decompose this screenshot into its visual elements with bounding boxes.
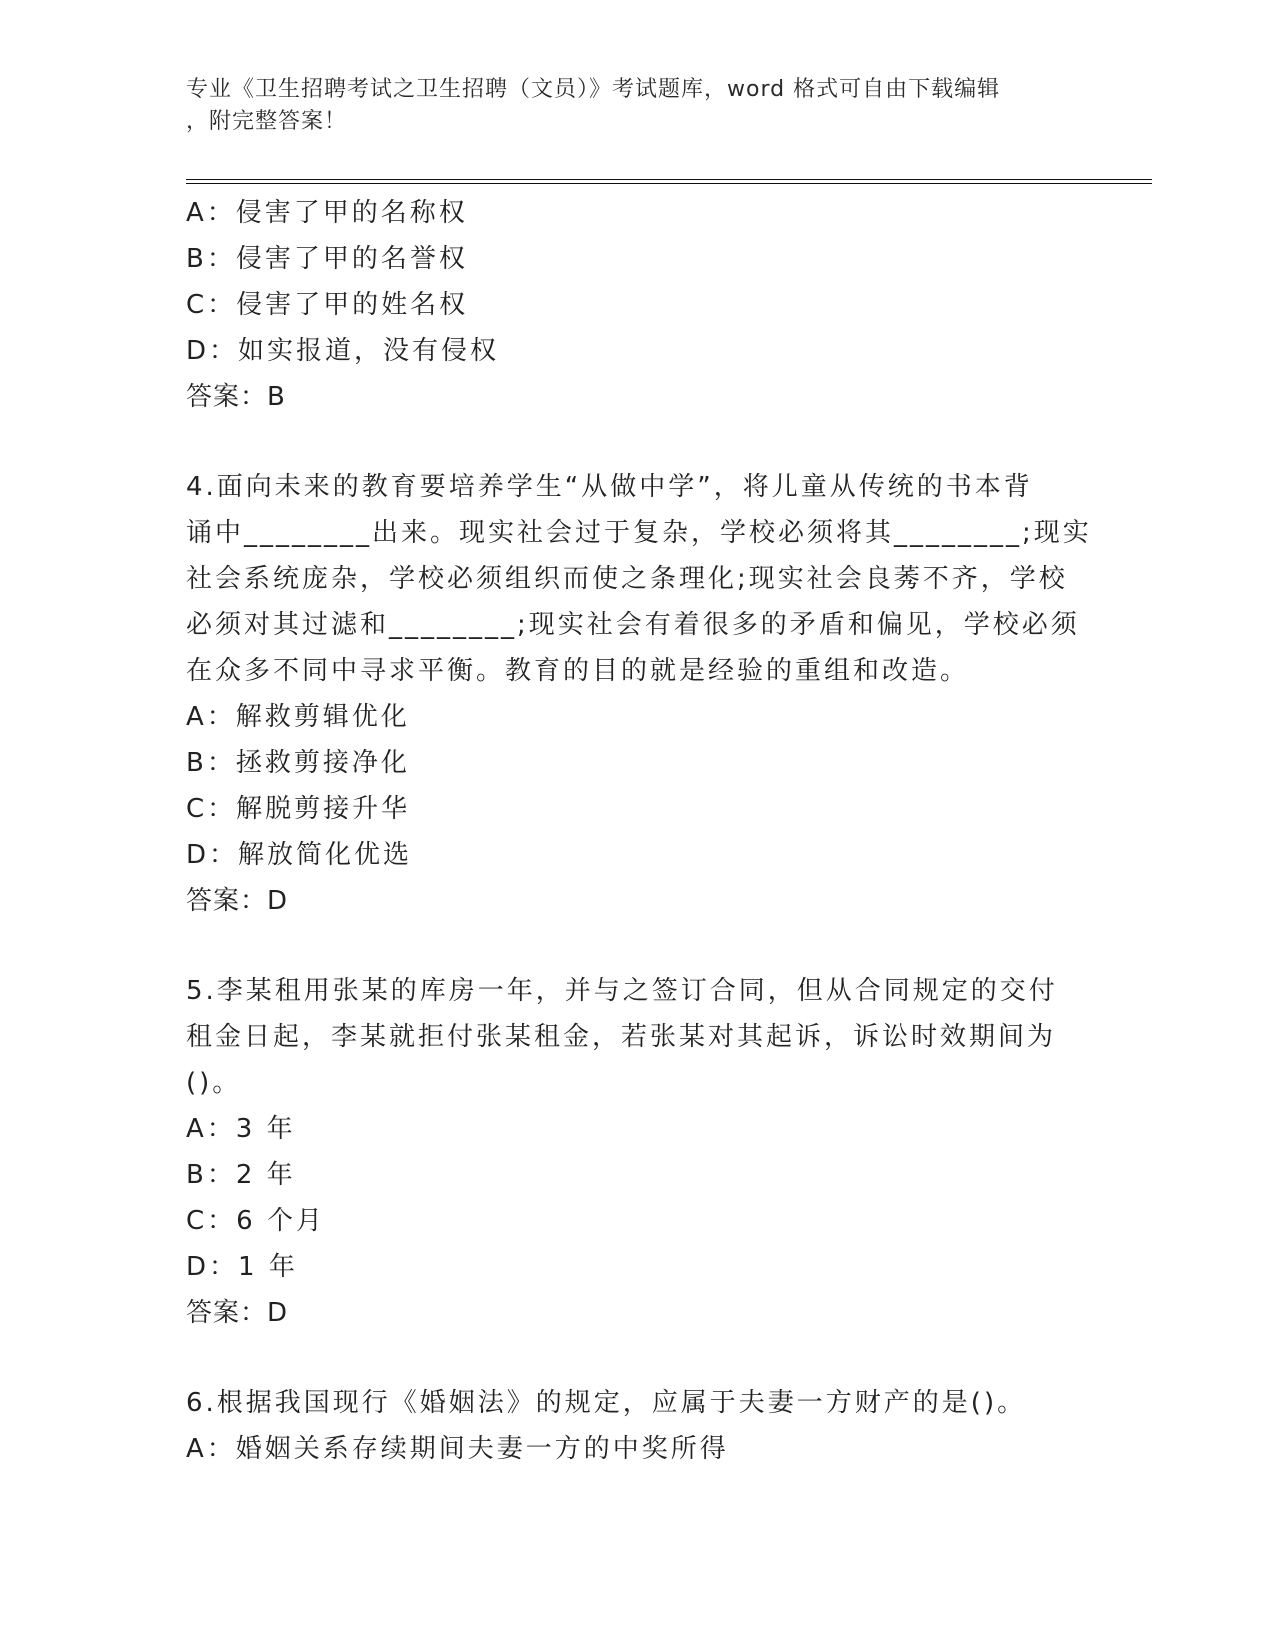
q5-option-c: C：6 个月 — [186, 1206, 325, 1236]
q4-stem-line-3: 社会系统庞杂，学校必须组织而使之条理化;现实社会良莠不齐，学校 — [186, 564, 1068, 594]
q4-stem-line-5: 在众多不同中寻求平衡。教育的目的就是经验的重组和改造。 — [186, 656, 970, 686]
q3-option-a: A：侵害了甲的名称权 — [186, 198, 468, 228]
q5-stem-line-2: 租金日起，李某就拒付张某租金，若张某对其起诉，诉讼时效期间为 — [186, 1022, 1057, 1052]
header-line-1: 专业《卫生招聘考试之卫生招聘（文员）》考试题库，word 格式可自由下载编辑 — [186, 77, 1001, 102]
q4-option-a: A：解救剪辑优化 — [186, 702, 410, 732]
document-header — [186, 74, 1086, 138]
header-line-2: ，附完整答案！ — [186, 109, 348, 134]
q4-answer: 答案：D — [186, 886, 289, 916]
q4-stem-line-2: 诵中________出来。现实社会过于复杂，学校必须将其________;现实 — [186, 518, 1092, 548]
q4-option-d: D：解放简化优选 — [186, 840, 413, 870]
q6-stem-line-1: 6.根据我国现行《婚姻法》的规定，应属于夫妻一方财产的是()。 — [186, 1388, 1027, 1418]
q3-option-d: D：如实报道，没有侵权 — [186, 336, 500, 366]
q5-stem-line-3: ()。 — [186, 1068, 242, 1098]
q4-stem-line-1: 4.面向未来的教育要培养学生“从做中学”，将儿童从传统的书本背 — [186, 472, 1033, 502]
q5-answer: 答案：D — [186, 1298, 289, 1328]
header-rule-top — [186, 179, 1152, 180]
spacer — [186, 924, 1086, 968]
spacer — [186, 420, 1086, 464]
q4-stem-line-4: 必须对其过滤和________;现实社会有着很多的矛盾和偏见，学校必须 — [186, 610, 1080, 640]
q4-option-c: C：解脱剪接升华 — [186, 794, 411, 824]
question-3 — [186, 190, 1086, 420]
q3-answer: 答案：B — [186, 382, 286, 412]
q5-stem-line-1: 5.李某租用张某的库房一年，并与之签订合同，但从合同规定的交付 — [186, 976, 1058, 1006]
question-4 — [186, 464, 1092, 924]
q6-option-a: A：婚姻关系存续期间夫妻一方的中奖所得 — [186, 1434, 729, 1464]
q4-option-b: B：拯救剪接净化 — [186, 748, 410, 778]
q5-option-a: A：3 年 — [186, 1114, 296, 1144]
q3-option-b: B：侵害了甲的名誉权 — [186, 244, 468, 274]
q5-option-b: B：2 年 — [186, 1160, 296, 1190]
question-content — [186, 190, 1092, 1472]
question-6 — [186, 1380, 1086, 1472]
spacer — [186, 1336, 1086, 1380]
question-5 — [186, 968, 1086, 1336]
header-rule-bottom — [186, 183, 1152, 184]
q5-option-d: D：1 年 — [186, 1252, 298, 1282]
q3-option-c: C：侵害了甲的姓名权 — [186, 290, 469, 320]
